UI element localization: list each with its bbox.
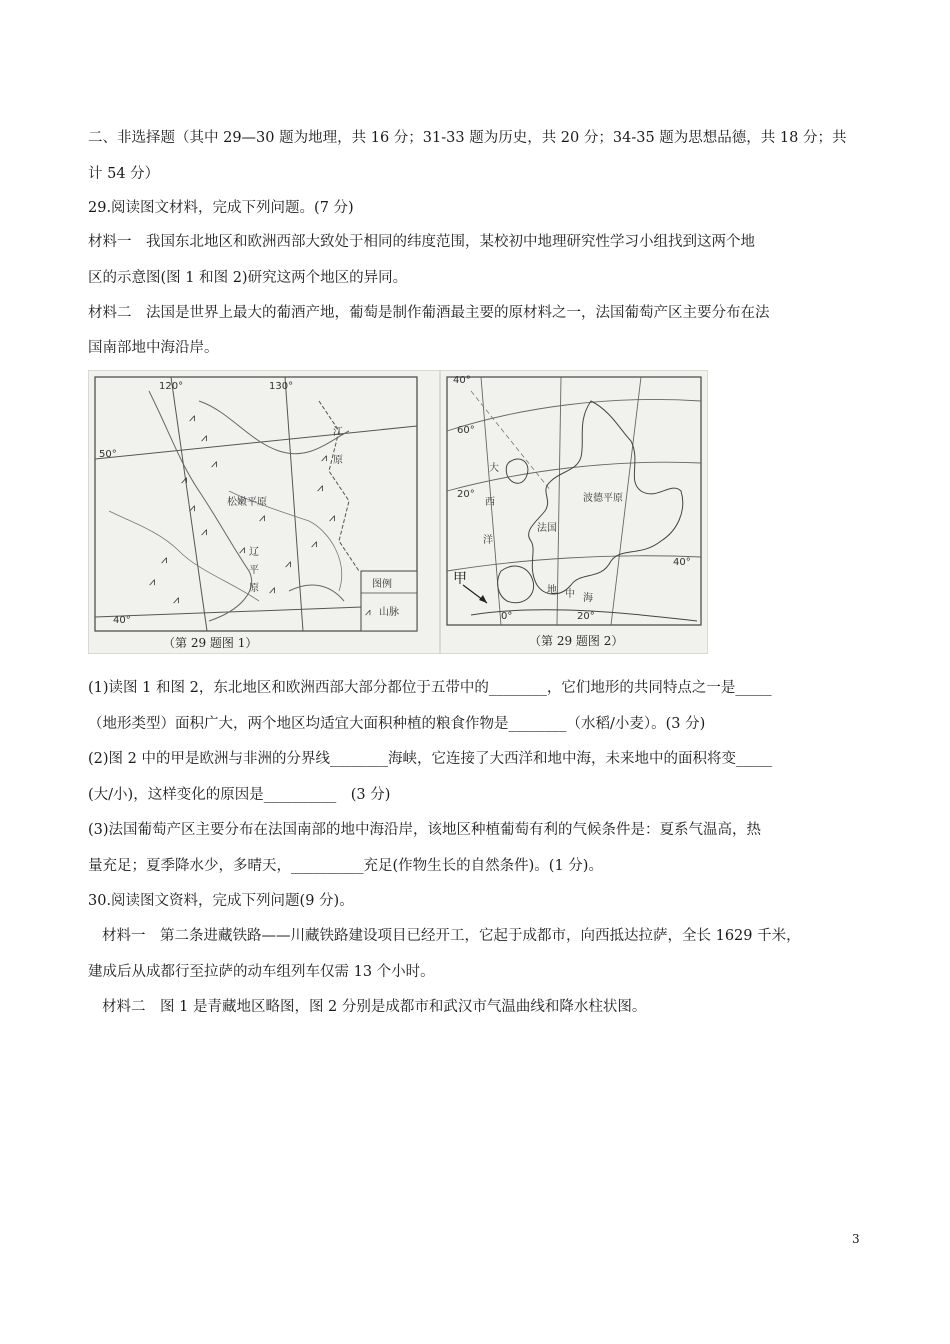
svg-text:⩘: ⩘ — [321, 451, 328, 464]
fig1-lon-130: 130° — [269, 381, 294, 392]
fig2-sea-3: 海 — [583, 593, 593, 604]
fig2-sea-2: 中 — [565, 589, 575, 600]
q29-part1-line2: （地形类型）面积广大，两个地区均适宜大面积种植的粮食作物是________（水稻/小麦）。(3 分) — [88, 716, 706, 732]
page-number: 3 — [852, 1232, 860, 1246]
fig1-lon-120: 120° — [159, 381, 184, 392]
fig1-liaohe-plain-2: 平 — [249, 565, 259, 576]
q29-part2-line2: (大/小)，这样变化的原因是__________ (3 分) — [88, 787, 391, 803]
svg-text:⩘: ⩘ — [329, 511, 336, 524]
figure-1-northeast-china-map — [88, 370, 440, 654]
svg-text:⩘: ⩘ — [181, 473, 188, 486]
fig2-france: 法国 — [537, 523, 557, 534]
q30-material2-line1: 材料二 图 1 是青藏地区略图，图 2 分别是成都市和武汉市气温曲线和降水柱状图。 — [102, 999, 647, 1015]
fig2-lon-20: 20° — [577, 611, 595, 622]
fig1-lat-40: 40° — [113, 615, 131, 626]
svg-text:⩘: ⩘ — [317, 481, 324, 494]
figure-2-caption: （第 29 题图 2） — [529, 634, 624, 648]
fig2-lon-40: 40° — [673, 557, 691, 568]
q29-material1-line1: 材料一 我国东北地区和欧洲西部大致处于相同的纬度范围，某校初中地理研究性学习小组找到这两个地 — [88, 234, 755, 250]
fig2-lon-0: 0° — [501, 611, 513, 622]
fig1-songnen-plain: 松嫩平原 — [227, 497, 267, 508]
svg-text:⩘: ⩘ — [311, 537, 318, 550]
fig2-ocean-1: 大 — [489, 463, 499, 474]
legend-title: 图例 — [372, 579, 392, 590]
svg-text:⩘: ⩘ — [211, 457, 218, 470]
q30-title: 30.阅读图文资料，完成下列问题(9 分)。 — [88, 893, 354, 909]
figure-2-europe-map — [440, 370, 708, 654]
svg-text:⩘: ⩘ — [173, 593, 180, 606]
svg-text:⩘: ⩘ — [201, 431, 208, 444]
figure-1-caption: （第 29 题图 1） — [163, 636, 258, 650]
q29-material2-line2: 国南部地中海沿岸。 — [88, 340, 219, 356]
fig2-lat-40-top: 40° — [453, 375, 471, 386]
fig1-liaohe-plain-3: 原 — [249, 583, 259, 594]
section-header-line1: 二、非选择题（其中 29—30 题为地理，共 16 分；31-33 题为历史，共 20 分；34-35 题为思想品德，共 18 分；共 — [88, 130, 847, 146]
q30-material1-line2: 建成后从成都行至拉萨的动车组列车仅需 13 个小时。 — [88, 964, 435, 980]
q29-title: 29.阅读图文材料，完成下列问题。(7 分) — [88, 200, 354, 216]
legend-item-mountain: 山脉 — [379, 607, 399, 618]
svg-text:⩘: ⩘ — [149, 575, 156, 588]
fig2-polish-plain: 波德平原 — [583, 493, 623, 504]
svg-text:⩘: ⩘ — [259, 511, 266, 524]
q30-material1-line1: 材料一 第二条进藏铁路——川藏铁路建设项目已经开工，它起于成都市，向西抵达拉萨，全长 1629 千米， — [102, 928, 801, 944]
fig2-lat-20: 20° — [457, 489, 475, 500]
q29-part1-line1: (1)读图 1 和图 2，东北地区和欧洲西部大部分都位于五带中的________，它们地形的共同特点之一是_____ — [88, 680, 772, 696]
fig1-sanjiang-plain-2: 原 — [333, 455, 343, 466]
svg-text:⩘: ⩘ — [161, 553, 168, 566]
svg-text:⩘: ⩘ — [189, 501, 196, 514]
svg-text:⩘: ⩘ — [269, 583, 276, 596]
q29-material2-line1: 材料二 法国是世界上最大的葡酒产地，葡萄是制作葡酒最主要的原材料之一，法国葡萄产区主要分布在法 — [88, 305, 770, 321]
svg-text:⩘: ⩘ — [189, 411, 196, 424]
q29-part2-line1: (2)图 2 中的甲是欧洲与非洲的分界线________海峡，它连接了大西洋和地中海，未来地中的面积将变_____ — [88, 751, 773, 767]
fig2-lat-60: 60° — [457, 425, 475, 436]
q29-material1-line2: 区的示意图(图 1 和图 2)研究这两个地区的异同。 — [88, 270, 408, 286]
q29-part3-line1: (3)法国葡萄产区主要分布在法国南部的地中海沿岸，该地区种植葡萄有利的气候条件是：夏系气温高，热 — [88, 822, 762, 838]
fig2-sea-1: 地 — [547, 585, 557, 596]
mountain-symbol-icon: ⩘ — [365, 607, 371, 618]
fig2-point-jia: 甲 — [453, 571, 467, 587]
fig2-ocean-2: 西 — [485, 497, 495, 508]
svg-text:⩘: ⩘ — [239, 543, 246, 556]
section-header-line2: 计 54 分） — [88, 166, 160, 182]
fig1-liaohe-plain-1: 辽 — [249, 547, 259, 558]
fig1-sanjiang-plain-1: 江 — [333, 427, 343, 438]
svg-text:⩘: ⩘ — [201, 525, 208, 538]
fig1-lat-50: 50° — [99, 449, 117, 460]
q29-part3-line2: 量充足；夏季降水少，多晴天，__________充足(作物生长的自然条件)。(1 分)。 — [88, 858, 603, 874]
fig2-ocean-3: 洋 — [483, 535, 493, 546]
svg-text:⩘: ⩘ — [285, 557, 292, 570]
